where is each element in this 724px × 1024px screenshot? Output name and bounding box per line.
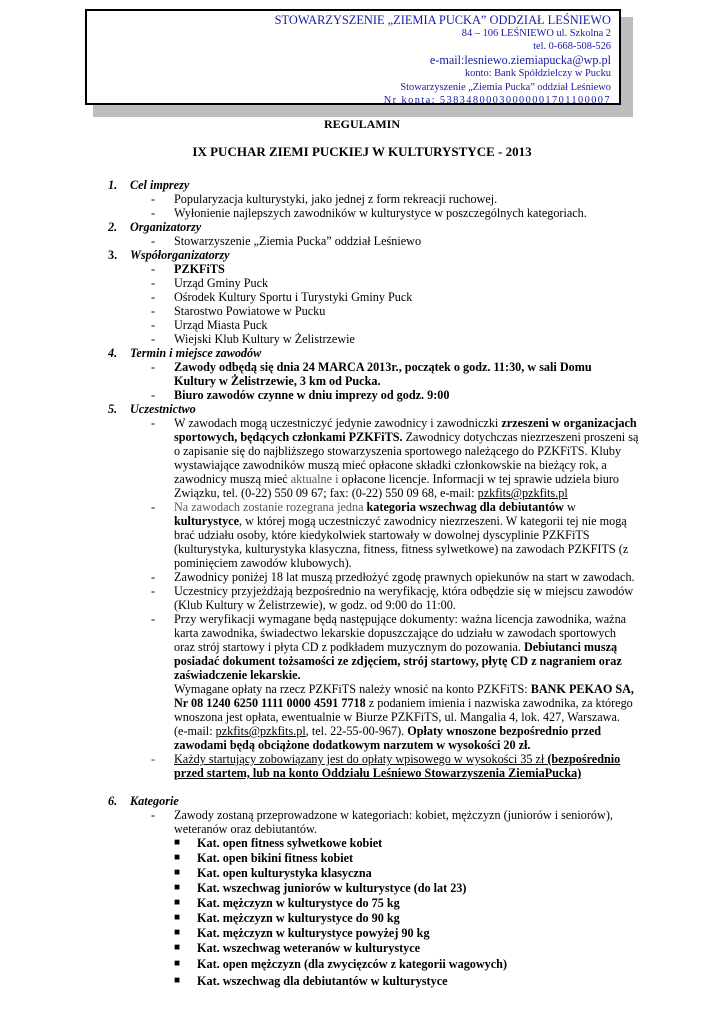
bullet-icon: ■ — [174, 882, 181, 893]
event-place-line: Kultury w Żelistrzewie, 3 km od Pucka. — [174, 374, 381, 388]
dash: - — [151, 388, 156, 402]
org-account-holder: Stowarzyszenie „Ziemia Pucka” oddział Leśniewo — [400, 81, 611, 93]
paragraph-line: pominięciem zawodów klubowych). — [174, 556, 352, 570]
paragraph-line: przed startem, lub na konto Oddziału Leśniewo Stowarzyszenia ZiemiaPucka) — [174, 766, 582, 780]
bullet-icon: ■ — [174, 942, 181, 953]
section-title: Uczestnictwo — [130, 402, 196, 416]
list-item: Wiejski Klub Kultury w Żelistrzewie — [174, 332, 355, 346]
category-item: Kat. open kulturystyka klasyczna — [197, 866, 372, 880]
paragraph-line: zawodami będą obciążone dodatkowym narzutem w wysokości 20 zł. — [174, 738, 531, 752]
category-item: Kat. open bikini fitness kobiet — [197, 851, 354, 865]
dash: - — [151, 332, 156, 346]
paragraph-line: karta zawodnika, świadectwo lekarskie dopuszczające do udziału w zawodach sportowych — [174, 626, 616, 640]
paragraph-line: (Klub Kultury w Żelistrzewie), w godz. od 9:00 do 11:00. — [174, 598, 456, 612]
bullet-icon: ■ — [174, 837, 181, 848]
org-bank: konto: Bank Spółdzielczy w Pucku — [464, 68, 611, 80]
bullet-icon: ■ — [174, 927, 181, 938]
paragraph-line: (e-mail: pzkfits@pzkfits.pl, tel. 22-55-00-967). Opłaty wnoszone bezpośrednio przed — [174, 724, 602, 738]
email-link[interactable]: pzkfits@pzkfits.pl — [477, 486, 568, 500]
section-title: Współorganizatorzy — [130, 248, 230, 262]
org-phone: tel. 0-668-508-526 — [533, 41, 611, 53]
dash: - — [151, 500, 156, 514]
list-item: Wyłonienie najlepszych zawodników w kulturystyce w poszczególnych kategoriach. — [174, 206, 587, 220]
paragraph-line: wnoszona jest opłata, ewentualnie w Biurze PZKFiTS, ul. Mangalia 4, lok. 427, Warszawa. — [174, 710, 620, 724]
list-item: Stowarzyszenie „Ziemia Pucka” oddział Leśniewo — [174, 234, 422, 248]
section-number: 2. — [108, 220, 118, 234]
section-number: 1. — [108, 178, 118, 192]
category-item: Kat. mężczyzn w kulturystyce do 75 kg — [197, 896, 400, 910]
list-item: PZKFiTS — [174, 262, 225, 276]
paragraph-line: (kulturystyka, kulturystyka klasyczna, fitness, fitness sylwetkowe) na zawodach PZKFITS (z — [174, 542, 629, 556]
section-number: 4. — [108, 346, 118, 360]
bullet-icon: ■ — [174, 958, 181, 969]
section-title: Cel imprezy — [130, 178, 190, 192]
paragraph-line: weteranów oraz debiutantów. — [174, 822, 318, 836]
list-item: Urząd Miasta Puck — [174, 318, 268, 332]
office-hours: Biuro zawodów czynne w dniu imprezy od godz. 9:00 — [174, 388, 450, 402]
dash: - — [151, 752, 156, 766]
org-email: e-mail:lesniewo.ziemiapucka@wp.pl — [429, 53, 611, 68]
section-number: 5. — [108, 402, 118, 416]
category-item: Kat. mężczyzn w kulturystyce powyżej 90 kg — [197, 926, 430, 940]
paragraph-line: Nr 08 1240 6250 1111 0000 4591 7718 z podaniem imienia i nazwiska zawodnika, za którego — [174, 696, 633, 710]
dash: - — [151, 360, 156, 374]
paragraph-line: Zawody zostaną przeprowadzone w kategoriach: kobiet, mężczyzn (juniorów i seniorów), — [174, 808, 613, 822]
dash: - — [151, 584, 156, 598]
paragraph-line: Uczestnicy przyjeżdżają bezpośrednio na weryfikację, która odbędzie się w miejscu zawodów — [174, 584, 634, 598]
paragraph-line: Wymagane opłaty na rzecz PZKFiTS należy wnosić na konto PZKFiTS: BANK PEKAO SA, — [174, 682, 634, 696]
bullet-icon: ■ — [174, 867, 181, 878]
org-account-number: Nr konta: 53834800030000001701100007 — [383, 94, 611, 106]
bullet-icon: ■ — [174, 975, 181, 986]
paragraph-line: kulturystyce, w której mogą uczestniczyć zawodnicy niezrzeszeni. W kategorii tej nie mogą — [174, 514, 627, 528]
dash: - — [151, 234, 156, 248]
paragraph-line: zawodnicy muszą mieć aktualne i opłacone licencje. Informacji w tej sprawie udziela biuro — [174, 472, 620, 486]
dash: - — [151, 276, 156, 290]
event-date-line: Zawody odbędą się dnia 24 MARCA 2013r., początek o godz. 11:30, w sali Domu — [174, 360, 592, 374]
paragraph-line: sportowych, będących członkami PZKFiTS. Zawodnicy dotychczas niezrzeszeni proszeni są — [174, 430, 639, 444]
letterhead — [85, 9, 621, 105]
section-title: Termin i miejsce zawodów — [130, 346, 262, 360]
category-item: Kat. wszechwag dla debiutantów w kulturystyce — [197, 974, 448, 988]
section-number: 3. — [108, 248, 118, 262]
section-number: 6. — [108, 794, 118, 808]
dash: - — [151, 612, 156, 626]
paragraph-line: o zapisanie się do najbliższego stowarzyszenia sportowego należącego do PZKFiTS. Kluby — [174, 444, 622, 458]
category-item: Kat. wszechwag juniorów w kulturystyce (do lat 23) — [197, 881, 467, 895]
dash: - — [151, 570, 156, 584]
section-title: Organizatorzy — [130, 220, 202, 234]
paragraph-line: Na zawodach zostanie rozegrana jedna kategoria wszechwag dla debiutantów w — [174, 500, 576, 514]
dash: - — [151, 206, 156, 220]
bullet-icon: ■ — [174, 912, 181, 923]
list-item: Urząd Gminy Puck — [174, 276, 269, 290]
section-title: Kategorie — [130, 794, 179, 808]
list-item: Starostwo Powiatowe w Pucku — [174, 304, 326, 318]
list-item: Popularyzacja kulturystyki, jako jednej z form rekreacji ruchowej. — [174, 192, 498, 206]
category-item: Kat. open mężczyzn (dla zwycięzców z kategorii wagowych) — [197, 957, 508, 971]
paragraph-line: Zawodnicy poniżej 18 lat muszą przedłożyć zgodę prawnych opiekunów na start w zawodach. — [174, 570, 635, 584]
paragraph-line: Każdy startujący zobowiązany jest do opłaty wpisowego w wysokości 35 zł (bezpośrednio — [174, 752, 621, 766]
dash: - — [151, 290, 156, 304]
dash: - — [151, 416, 156, 430]
dash: - — [151, 304, 156, 318]
category-item: Kat. mężczyzn w kulturystyce do 90 kg — [197, 911, 400, 925]
list-item: Ośrodek Kultury Sportu i Turystyki Gminy Puck — [174, 290, 413, 304]
paragraph-line: W zawodach mogą uczestniczyć jedynie zawodnicy i zawodniczki zrzeszeni w organizacjach — [174, 416, 637, 430]
org-name: STOWARZYSZENIE „ZIEMIA PUCKA” ODDZIAŁ LEŚNIEWO — [274, 13, 611, 27]
doc-title: IX PUCHAR ZIEMI PUCKIEJ W KULTURYSTYCE - 2013 — [192, 144, 532, 159]
paragraph-line: wystawiające zawodników muszą mieć opłacone składki członkowskie na bieżący rok, a — [174, 458, 607, 472]
dash: - — [151, 808, 156, 822]
doc-label: REGULAMIN — [323, 117, 400, 131]
bullet-icon: ■ — [174, 897, 181, 908]
dash: - — [151, 318, 156, 332]
dash: - — [151, 192, 156, 206]
org-address: 84 – 106 LEŚNIEWO ul. Szkolna 2 — [461, 28, 611, 39]
dash: - — [151, 262, 156, 276]
bullet-icon: ■ — [174, 852, 181, 863]
paragraph-line: Przy weryfikacji wymagane będą następujące dokumenty: ważna licencja zawodnika, ważna — [174, 612, 627, 626]
paragraph-line: Związku, tel. (0-22) 550 09 67; fax: (0-22) 550 09 68, e-mail: pzkfits@pzkfits.pl — [174, 486, 568, 500]
paragraph-line: zaświadczenie lekarskie. — [174, 668, 301, 682]
category-item: Kat. open fitness sylwetkowe kobiet — [197, 836, 383, 850]
email-link[interactable]: pzkfits@pzkfits.pl — [215, 724, 306, 738]
paragraph-line: posiadać dokument tożsamości ze zdjęciem, strój startowy, płytę CD z nagraniem oraz — [174, 654, 622, 668]
paragraph-line: oraz strój startowy i płyta CD z podkładem muzycznym do pozowania. Debiutanci muszą — [174, 640, 618, 654]
category-item: Kat. wszechwag weteranów w kulturystyce — [197, 941, 421, 955]
paragraph-line: brać udziału osoby, które kiedykolwiek startowały w dowolnej dyscyplinie PZKFiTS — [174, 528, 590, 542]
